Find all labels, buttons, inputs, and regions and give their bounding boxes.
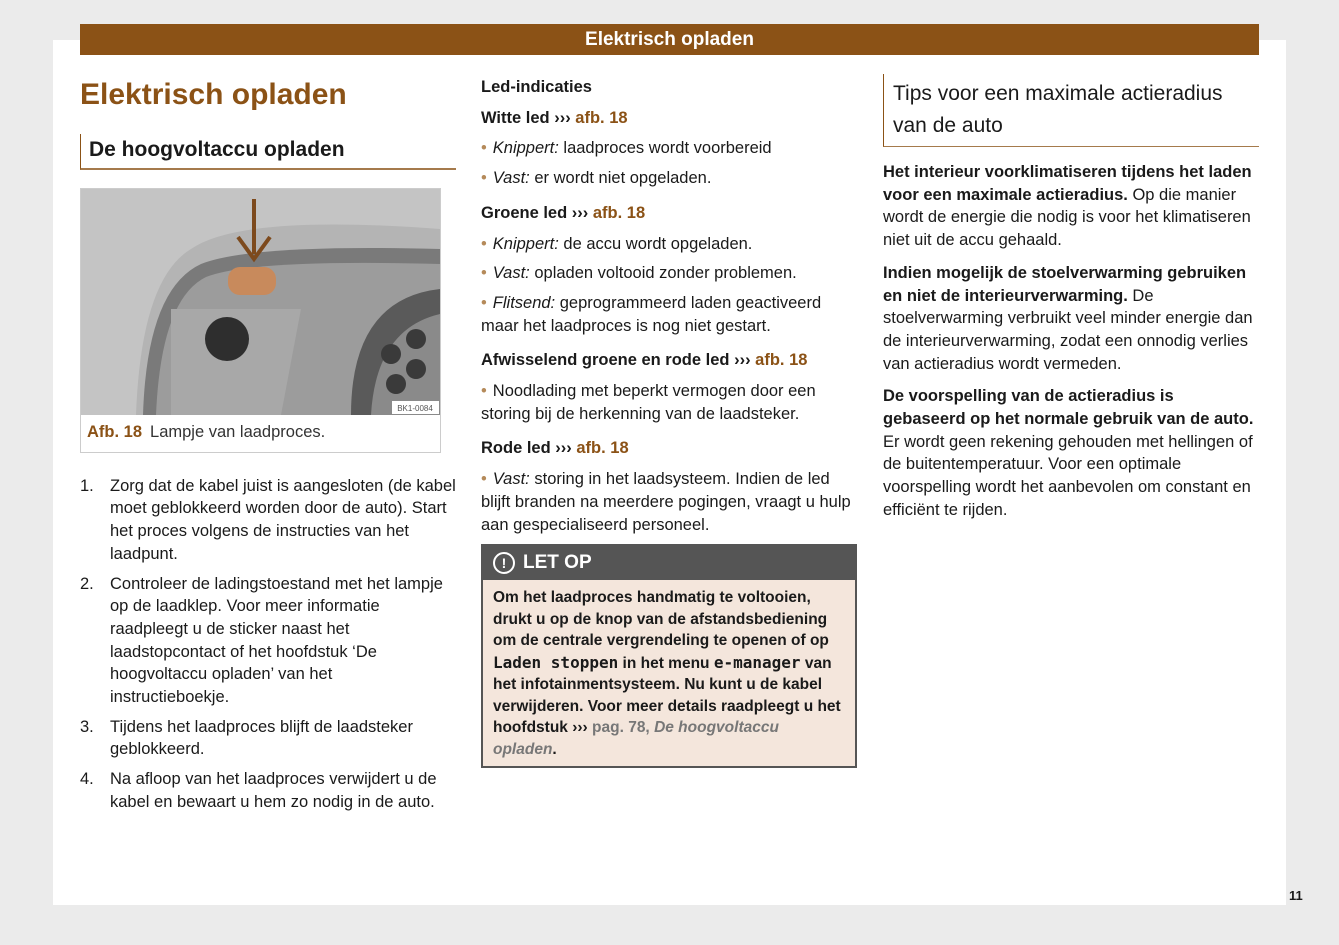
- notice-text: Om het laadproces handmatig te voltooien, drukt u op de knop van de afstandsbediening om de centrale vergrendeling te openen of op: [493, 589, 829, 650]
- list-item: [481, 262, 858, 285]
- bullet-icon: •: [481, 470, 487, 489]
- step-number: 2.: [80, 574, 94, 593]
- list-item: [481, 137, 858, 160]
- group-title: Rode led: [481, 439, 551, 458]
- list-item: [481, 167, 858, 190]
- chapter-header: Elektrisch opladen: [80, 24, 1259, 55]
- led-group-title: [481, 349, 858, 372]
- arrows-icon: ›››: [572, 719, 588, 737]
- bullet-icon: •: [481, 382, 487, 401]
- step-text: Tijdens het laadproces blijft de laadsteker geblokkeerd.: [110, 717, 413, 759]
- notice-title: LET OP: [523, 551, 592, 573]
- bullet-icon: •: [481, 139, 487, 158]
- left-column: [80, 70, 456, 821]
- tip-lead: Indien mogelijk de stoelverwarming gebruiken en niet de interieurverwarming.: [883, 263, 1247, 305]
- item-state: Flitsend:: [492, 293, 556, 312]
- tip-paragraph: [883, 385, 1259, 521]
- item-state: Knippert:: [492, 139, 559, 158]
- notice-text: van het infotainmentsysteem. Nu kunt u de kabel verwijderen. Voor meer details raadpleegt u het hoofdstuk: [493, 654, 841, 737]
- item-state: Vast:: [492, 470, 530, 489]
- arrows-icon: ›››: [734, 351, 751, 370]
- list-item: [80, 716, 456, 761]
- tip-text: De stoelverwarming verbruikt veel minder energie dan de interieurverwarming, zodat een onnodig verlies van actieradius wordt vermeden.: [883, 286, 1253, 373]
- figure: [80, 188, 441, 453]
- right-column: [883, 70, 1259, 522]
- group-title: Witte led: [481, 108, 550, 127]
- notice-body: [483, 580, 855, 766]
- list-item: [481, 292, 858, 337]
- list-item: [481, 468, 858, 536]
- bullet-icon: •: [481, 293, 487, 312]
- step-number: 1.: [80, 476, 94, 495]
- item-text: Noodlading met beperkt vermogen door een storing bij de herkenning van de laadsteker.: [481, 382, 816, 423]
- section-heading: De hoogvoltaccu opladen: [80, 134, 456, 170]
- page-number: 11: [1289, 888, 1303, 903]
- notice-header: [483, 546, 855, 580]
- menu-item-laden-stoppen: Laden stoppen: [493, 652, 619, 672]
- led-group-title: [481, 437, 858, 460]
- item-text: storing in het laadsysteem. Indien de led blijft branden na meerdere pogingen, vraagt u hulp aan gespecialiseerd personeel.: [481, 470, 851, 534]
- warning-icon: !: [493, 552, 515, 574]
- tip-paragraph: [883, 161, 1259, 252]
- item-text: de accu wordt opgeladen.: [558, 234, 753, 253]
- arrows-icon: ›››: [554, 108, 571, 127]
- tip-lead: De voorspelling van de actieradius is gebaseerd op het normale gebruik van de auto.: [883, 387, 1254, 429]
- tips-heading: Tips voor een maximale actieradius van de auto: [883, 74, 1259, 147]
- item-state: Knippert:: [492, 234, 559, 253]
- figure-label: Afb. 18: [87, 423, 143, 441]
- notice-text: in het menu: [618, 654, 714, 672]
- tip-text: Er wordt geen rekening gehouden met hellingen of de buitentemperatuur. Voor een optimale voorspelling wordt het aanbevolen om constant en efficiënt te rijden.: [883, 432, 1253, 519]
- figure-reference[interactable]: afb. 18: [592, 203, 646, 222]
- step-number: 3.: [80, 717, 94, 736]
- steps-list: [80, 475, 456, 814]
- page-reference[interactable]: pag. 78,: [587, 719, 655, 737]
- figure-reference[interactable]: afb. 18: [755, 351, 808, 370]
- notice-box: [481, 544, 857, 768]
- charging-port-illustration: [81, 189, 440, 415]
- list-item: [80, 573, 456, 709]
- group-title: Afwisselend groene en rode led: [481, 351, 730, 370]
- notice-text: .: [552, 740, 557, 758]
- page-title: Elektrisch opladen: [80, 78, 347, 111]
- bullet-icon: •: [481, 264, 487, 283]
- step-text: Na afloop van het laadproces verwijdert u de kabel en bewaart u hem zo nodig in de auto.: [110, 770, 437, 811]
- step-text: Controleer de ladingstoestand met het lampje op de laadklep. Voor meer informatie raadpleegt u de sticker naast het laadstopcontact of het hoofdstuk ‘De hoogvoltaccu opladen’ van het instructieboekje.: [110, 574, 443, 707]
- list-item: [80, 768, 456, 813]
- step-text: Zorg dat de kabel juist is aangesloten (de kabel moet geblokkeerd worden door de auto). Start het proces volgens de instructies van het laadpunt.: [110, 476, 456, 563]
- bullet-icon: •: [481, 169, 487, 188]
- tip-lead: Het interieur voorklimatiseren tijdens het laden voor een maximale actieradius.: [883, 163, 1252, 204]
- item-state: Vast:: [492, 169, 530, 188]
- figure-caption: [81, 415, 440, 452]
- item-text: er wordt niet opgeladen.: [529, 169, 712, 188]
- list-item: [481, 380, 858, 425]
- item-text: opladen voltooid zonder problemen.: [529, 264, 797, 283]
- figure-code: BK1-0084: [397, 404, 433, 413]
- item-text: laadproces wordt voorbereid: [558, 139, 772, 158]
- led-group-title: [481, 107, 858, 130]
- item-text: geprogrammeerd laden geactiveerd maar het laadproces is nog niet gestart.: [481, 293, 822, 335]
- list-item: [80, 475, 456, 566]
- group-title: Groene led: [481, 203, 568, 222]
- chapter-link[interactable]: De hoogvoltaccu opladen: [493, 719, 779, 758]
- middle-column: [481, 70, 858, 768]
- tip-paragraph: [883, 262, 1259, 376]
- menu-e-manager: e-manager: [713, 652, 801, 672]
- arrows-icon: ›››: [571, 203, 589, 222]
- arrows-icon: ›››: [555, 439, 572, 458]
- bullet-icon: •: [481, 234, 487, 253]
- step-number: 4.: [80, 770, 94, 789]
- led-group-title: [481, 202, 858, 225]
- figure-reference[interactable]: afb. 18: [575, 108, 628, 127]
- item-state: Vast:: [492, 264, 530, 283]
- led-heading: Led-indicaties: [481, 78, 592, 96]
- tip-text: Op die manier wordt de energie die nodig is voor het klimatiseren niet uit de accu gehaald.: [883, 185, 1251, 250]
- caption-text: Lampje van laadproces.: [150, 423, 326, 441]
- list-item: [481, 233, 858, 256]
- figure-reference[interactable]: afb. 18: [576, 439, 629, 458]
